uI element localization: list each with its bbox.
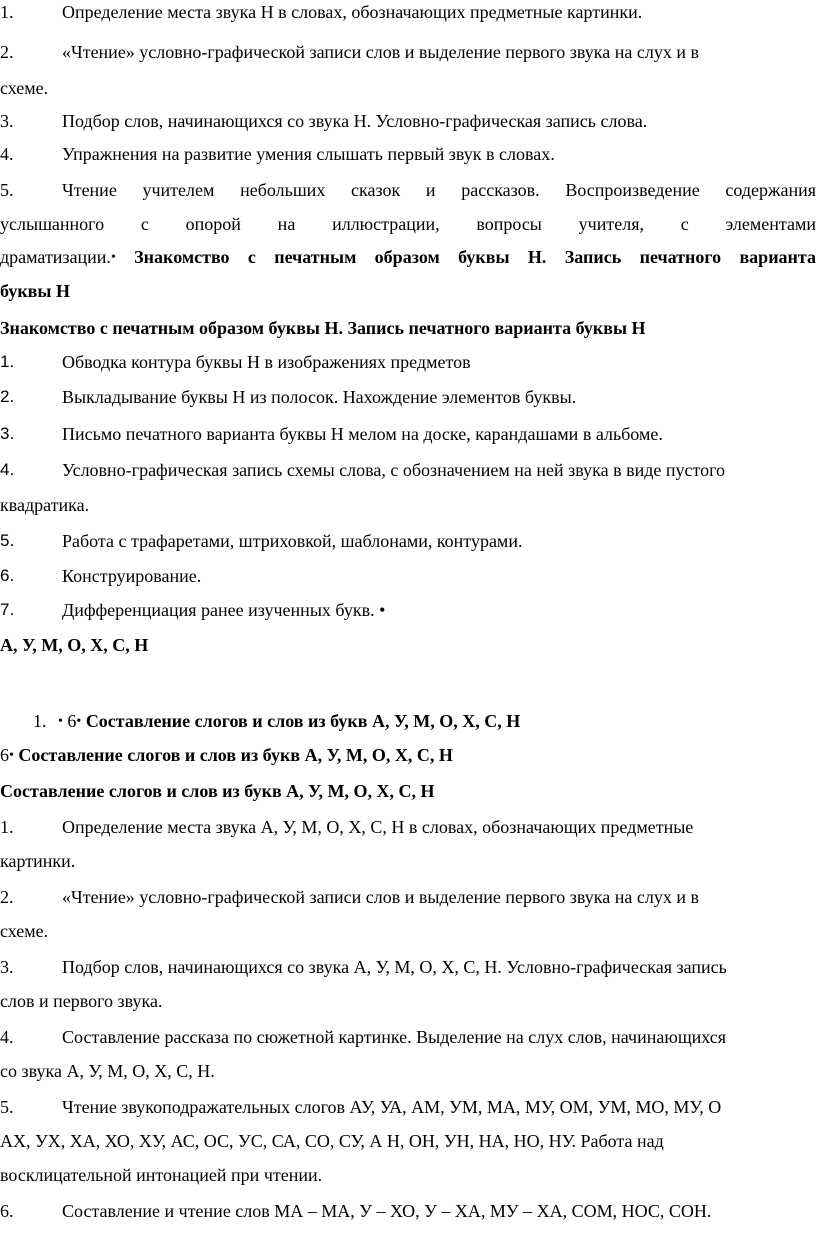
list-text: Подбор слов, начинающихся со звука Н. Условно-графическая запись слова. [62,111,648,131]
letters-line: А, У, М, О, Х, С, Н [0,635,149,655]
list-number: 2. [0,387,15,406]
list-text: Составление и чтение слов МА – МА, У – ХО, У – ХА, МУ – ХА, СОМ, НОС, СОН. [62,1201,712,1221]
bullet-icon: • [9,748,14,763]
item-number-six: 6 [0,745,9,765]
list-text-continuation: схеме. [0,78,49,98]
list-number: 6. [0,1201,14,1221]
section-heading-six [0,744,453,767]
list-number: 5. [0,180,14,200]
list-text: «Чтение» условно-графической записи слов и выделение первого звука на слух и в [62,42,699,62]
list-text: «Чтение» условно-графической записи слов и выделение первого звука на слух и в [62,887,699,907]
section-heading: Составление слогов и слов из букв А, У, М, О, Х, С, Н [0,781,435,801]
list-text: Составление рассказа по сюжетной картинке. Выделение на слух слов, начинающихся [62,1027,727,1047]
list-text-continuation: восклицательной интонацией при чтении. [0,1165,323,1185]
list-number: 1. [33,711,47,731]
bullet-icon: • [76,714,82,729]
list-number: 2. [0,42,14,62]
list-number: 4. [0,1027,14,1047]
list-text: Чтение звукоподражательных слогов АУ, УА, АМ, УМ, МА, МУ, ОМ, УМ, МО, МУ, О [62,1097,722,1117]
list-text: Определение места звука Н в словах, обозначающих предметные картинки. [62,2,643,22]
item-number-six: 6 [62,711,77,731]
section-heading: Знакомство с печатным образом буквы Н. Запись печатного варианта буквы Н [0,318,646,338]
list-text: Определение места звука А, У, М, О, Х, С, Н в словах, обозначающих предметные [62,817,694,837]
list-text: Чтение учителем небольших сказок и рассказов. Воспроизведение содержания [62,180,816,200]
list-text-continuation: схеме. [0,921,49,941]
list-text: Дифференциация ранее изученных букв. • [62,600,386,620]
bullet-icon: • [110,250,116,265]
list-text-continuation: АХ, УХ, ХА, ХО, ХУ, АС, ОС, УС, СА, СО, СУ, А Н, ОН, УН, НА, НО, НУ. Работа над [0,1131,664,1151]
list-number: 3. [0,111,14,131]
list-number: 3. [0,424,15,443]
list-number: 1. [0,817,14,837]
list-number: 6. [0,566,15,585]
list-text: Конструирование. [62,566,202,586]
list-text: Обводка контура буквы Н в изображениях предметов [62,352,471,372]
list-number: 5. [0,1097,14,1117]
list-text: Работа с трафаретами, штриховкой, шаблонами, контурами. [62,531,523,551]
list-text: Упражнения на развитие умения слышать первый звук в словах. [62,144,555,164]
list-text-continuation: со звука А, У, М, О, Х, С, Н. [0,1061,215,1081]
list-text: Письмо печатного варианта буквы Н мелом на доске, карандашами в альбоме. [62,424,663,444]
list-number: 1. [0,352,15,371]
list-text-continuation: квадратика. [0,495,90,515]
list-number: 7. [0,600,15,619]
list-text: Условно-графическая запись схемы слова, с обозначением на ней звука в виде пустого [62,460,726,480]
bold-text: Составление слогов и слов из букв А, У, М, О, Х, С, Н [81,711,521,731]
plain-text: драматизации. [0,247,111,267]
bold-text: Знакомство с печатным образом буквы Н. Запись печатного варианта [115,247,816,267]
list-number: 4. [0,144,14,164]
list-number: 4. [0,460,15,479]
list-number: 5. [0,531,15,550]
list-text-continuation: слов и первого звука. [0,991,163,1011]
bold-continuation: буквы Н [0,281,70,301]
list-text: Подбор слов, начинающихся со звука А, У, М, О, Х, С, Н. Условно-графическая запись [62,957,727,977]
bullet-icon: • [58,714,63,729]
list-text-continuation: услышанного с опорой на иллюстрации, вопросы учителя, с элементами [0,214,816,234]
list-text-continuation: картинки. [0,851,76,871]
list-number: 2. [0,887,14,907]
list-text: Выкладывание буквы Н из полосок. Нахождение элементов буквы. [62,387,577,407]
dramatization-line [0,246,816,269]
list-number: 1. [0,2,14,22]
bold-text: Составление слогов и слов из букв А, У, М, О, Х, С, Н [13,745,453,765]
list-number: 3. [0,957,14,977]
